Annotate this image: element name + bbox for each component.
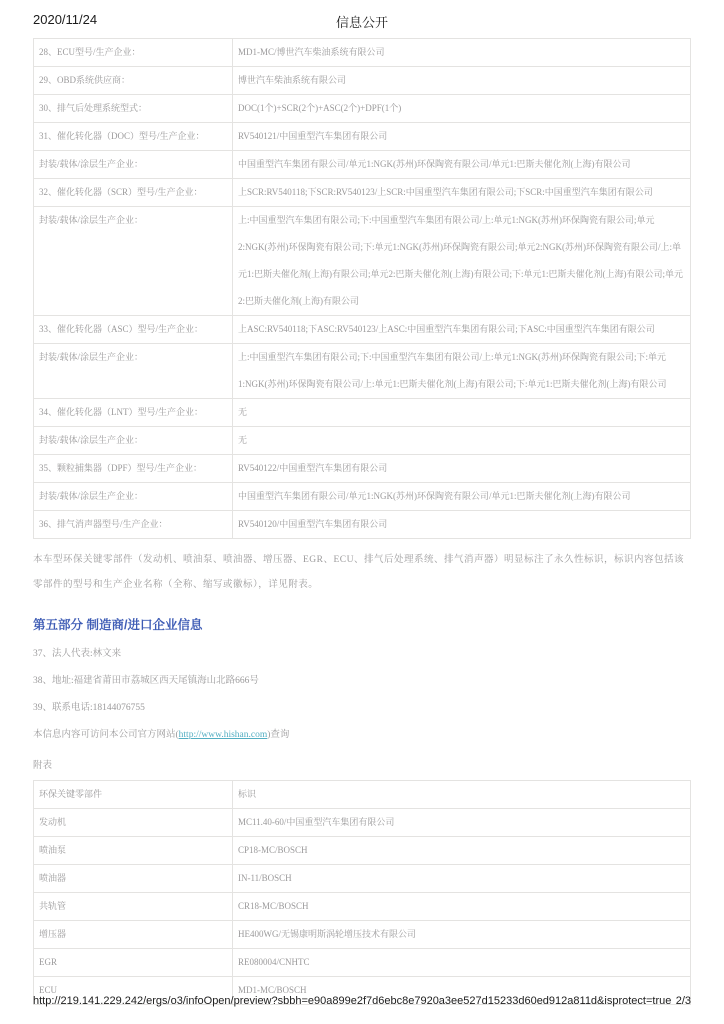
row-value-cell: 无	[238, 435, 248, 445]
row-value-cell: RV540121/中国重型汽车集团有限公司	[238, 131, 388, 141]
row-value-cell: 上:中国重型汽车集团有限公司;下:中国重型汽车集团有限公司/上:单元1:NGK(苏州)环保陶瓷有限公司;单元2:NGK(苏州)环保陶瓷有限公司;下:单元1:NGK(苏州)环保陶瓷有限公司;单元2:NGK(苏州)环保陶瓷有限公司/上:单元1:巴斯夫催化剂(上海)有限公司;单元2:巴斯夫催化剂(上海)有限公司;下:单元1:巴斯夫催化剂(上海)有限公司;单元2:巴斯夫催化剂(上海)有限公司	[238, 215, 683, 306]
appendix-label: 附表	[33, 761, 53, 771]
website-line-suffix: )查询	[267, 730, 290, 740]
row-value-cell: DOC(1个)+SCR(2个)+ASC(2个)+DPF(1个)	[238, 103, 402, 113]
row-label-cell: 35、颗粒捕集器（DPF）型号/生产企业：	[34, 455, 233, 482]
row-value-cell: 上SCR:RV540118;下SCR:RV540123/上SCR:中国重型汽车集团有限公司;下SCR:中国重型汽车集团有限公司	[238, 187, 653, 197]
table-row	[34, 316, 690, 344]
table-row	[34, 511, 690, 539]
table-row	[34, 399, 690, 427]
row-label-cell: EGR	[34, 949, 233, 976]
table-row	[34, 949, 690, 977]
row-value-cell: RE080004/CNHTC	[238, 957, 310, 967]
row-value-cell: RV540120/中国重型汽车集团有限公司	[238, 519, 388, 529]
table-row	[34, 483, 690, 511]
column-header-part: 环保关键零部件	[34, 781, 233, 808]
row-value-cell: 中国重型汽车集团有限公司/单元1:NGK(苏州)环保陶瓷有限公司/单元1:巴斯夫催化剂(上海)有限公司	[238, 159, 631, 169]
row-value-cell: 博世汽车柴油系统有限公司	[238, 75, 347, 85]
official-website-link[interactable]: http://www.hishan.com	[178, 730, 268, 740]
permanent-marking-note: 本车型环保关键零部件（发动机、喷油泵、喷油器、增压器、EGR、ECU、排气后处理系统、排气消声器）明显标注了永久性标识，标识内容包括该零部件的型号和生产企业名称（全称、缩写或徽标），详见附表。	[33, 555, 685, 590]
row-label-cell: 31、催化转化器（DOC）型号/生产企业：	[34, 123, 233, 150]
row-label-cell: 喷油泵	[34, 837, 233, 864]
row-value-cell: MC11.40-60/中国重型汽车集团有限公司	[238, 817, 395, 827]
row-label-cell: 封装/载体/涂层生产企业：	[34, 151, 233, 178]
row-value-cell: 上:中国重型汽车集团有限公司;下:中国重型汽车集团有限公司/上:单元1:NGK(苏州)环保陶瓷有限公司;下:单元1:NGK(苏州)环保陶瓷有限公司/上:单元1:巴斯夫催化剂(上海)有限公司;下:单元1:巴斯夫催化剂(上海)有限公司	[238, 352, 667, 389]
table-row	[34, 67, 690, 95]
column-header-marking: 标识	[238, 789, 257, 799]
row-label-cell: 36、排气消声器型号/生产企业：	[34, 511, 233, 538]
row-value-cell: HE400WG/无锡康明斯涡轮增压技术有限公司	[238, 929, 416, 939]
row-value-cell: 无	[238, 407, 248, 417]
row-value-cell: CP18-MC/BOSCH	[238, 845, 308, 855]
print-footer	[33, 995, 691, 1007]
table-row	[34, 865, 690, 893]
website-line-prefix: 本信息内容可访问本公司官方网站(	[33, 730, 179, 740]
table-row	[34, 344, 690, 399]
table-row	[34, 455, 690, 483]
row-label-cell: 封装/载体/涂层生产企业：	[34, 207, 233, 315]
appendix-parts-table	[33, 780, 691, 1005]
website-line	[33, 729, 691, 742]
table-row	[34, 837, 690, 865]
table-row	[34, 207, 690, 316]
row-label-cell: 封装/载体/涂层生产企业：	[34, 427, 233, 454]
table-row	[34, 921, 690, 949]
row-value-cell: MD1-MC/博世汽车柴油系统有限公司	[238, 47, 385, 57]
row-value-cell: IN-11/BOSCH	[238, 873, 292, 883]
row-label-cell: 32、催化转化器（SCR）型号/生产企业：	[34, 179, 233, 206]
row-label-cell: 封装/载体/涂层生产企业：	[34, 483, 233, 510]
row-label-cell: 喷油器	[34, 865, 233, 892]
table-row	[34, 95, 690, 123]
row-label-cell: ECU	[34, 977, 233, 1004]
legal-representative-item: 37、法人代表:林文来	[33, 649, 122, 659]
row-label-cell: 33、催化转化器（ASC）型号/生产企业：	[34, 316, 233, 343]
row-label-cell: 30、排气后处理系统型式：	[34, 95, 233, 122]
row-label-cell: 发动机	[34, 809, 233, 836]
row-value-cell: MD1-MC/BOSCH	[238, 985, 307, 995]
address-item: 38、地址:福建省莆田市荔城区西天尾镇海山北路666号	[33, 676, 259, 686]
row-label-cell: 29、OBD系统供应商：	[34, 67, 233, 94]
print-date: 2020/11/24	[33, 12, 98, 27]
emission-parts-table	[33, 38, 691, 539]
table-row	[34, 427, 690, 455]
table-row	[34, 39, 690, 67]
section5-heading: 第五部分 制造商/进口企业信息	[33, 618, 203, 632]
table-row	[34, 151, 690, 179]
row-value-cell: 中国重型汽车集团有限公司/单元1:NGK(苏州)环保陶瓷有限公司/单元1:巴斯夫催化剂(上海)有限公司	[238, 491, 631, 501]
row-value-cell: CR18-MC/BOSCH	[238, 901, 309, 911]
row-label-cell: 28、ECU型号/生产企业：	[34, 39, 233, 66]
phone-item: 39、联系电话:18144076755	[33, 703, 145, 713]
page-title: 信息公开	[335, 15, 388, 30]
table-header-row	[34, 781, 690, 809]
table-row	[34, 179, 690, 207]
row-value-cell: RV540122/中国重型汽车集团有限公司	[238, 463, 388, 473]
footer-url: http://219.141.229.242/ergs/o3/infoOpen/preview?sbbh=e90a899e2f7d6ebc8e7920a3ee527d15233d60ed912a811d&isprotect=true	[33, 995, 672, 1007]
row-label-cell: 封装/载体/涂层生产企业：	[34, 344, 233, 398]
row-label-cell: 增压器	[34, 921, 233, 948]
row-label-cell: 共轨管	[34, 893, 233, 920]
row-label-cell: 34、催化转化器（LNT）型号/生产企业：	[34, 399, 233, 426]
table-row	[34, 809, 690, 837]
footer-page-number: 2/3	[675, 995, 691, 1007]
row-value-cell: 上ASC:RV540118;下ASC:RV540123/上ASC:中国重型汽车集团有限公司;下ASC:中国重型汽车集团有限公司	[238, 324, 655, 334]
table-row	[34, 123, 690, 151]
print-header	[33, 12, 691, 30]
table-row	[34, 893, 690, 921]
